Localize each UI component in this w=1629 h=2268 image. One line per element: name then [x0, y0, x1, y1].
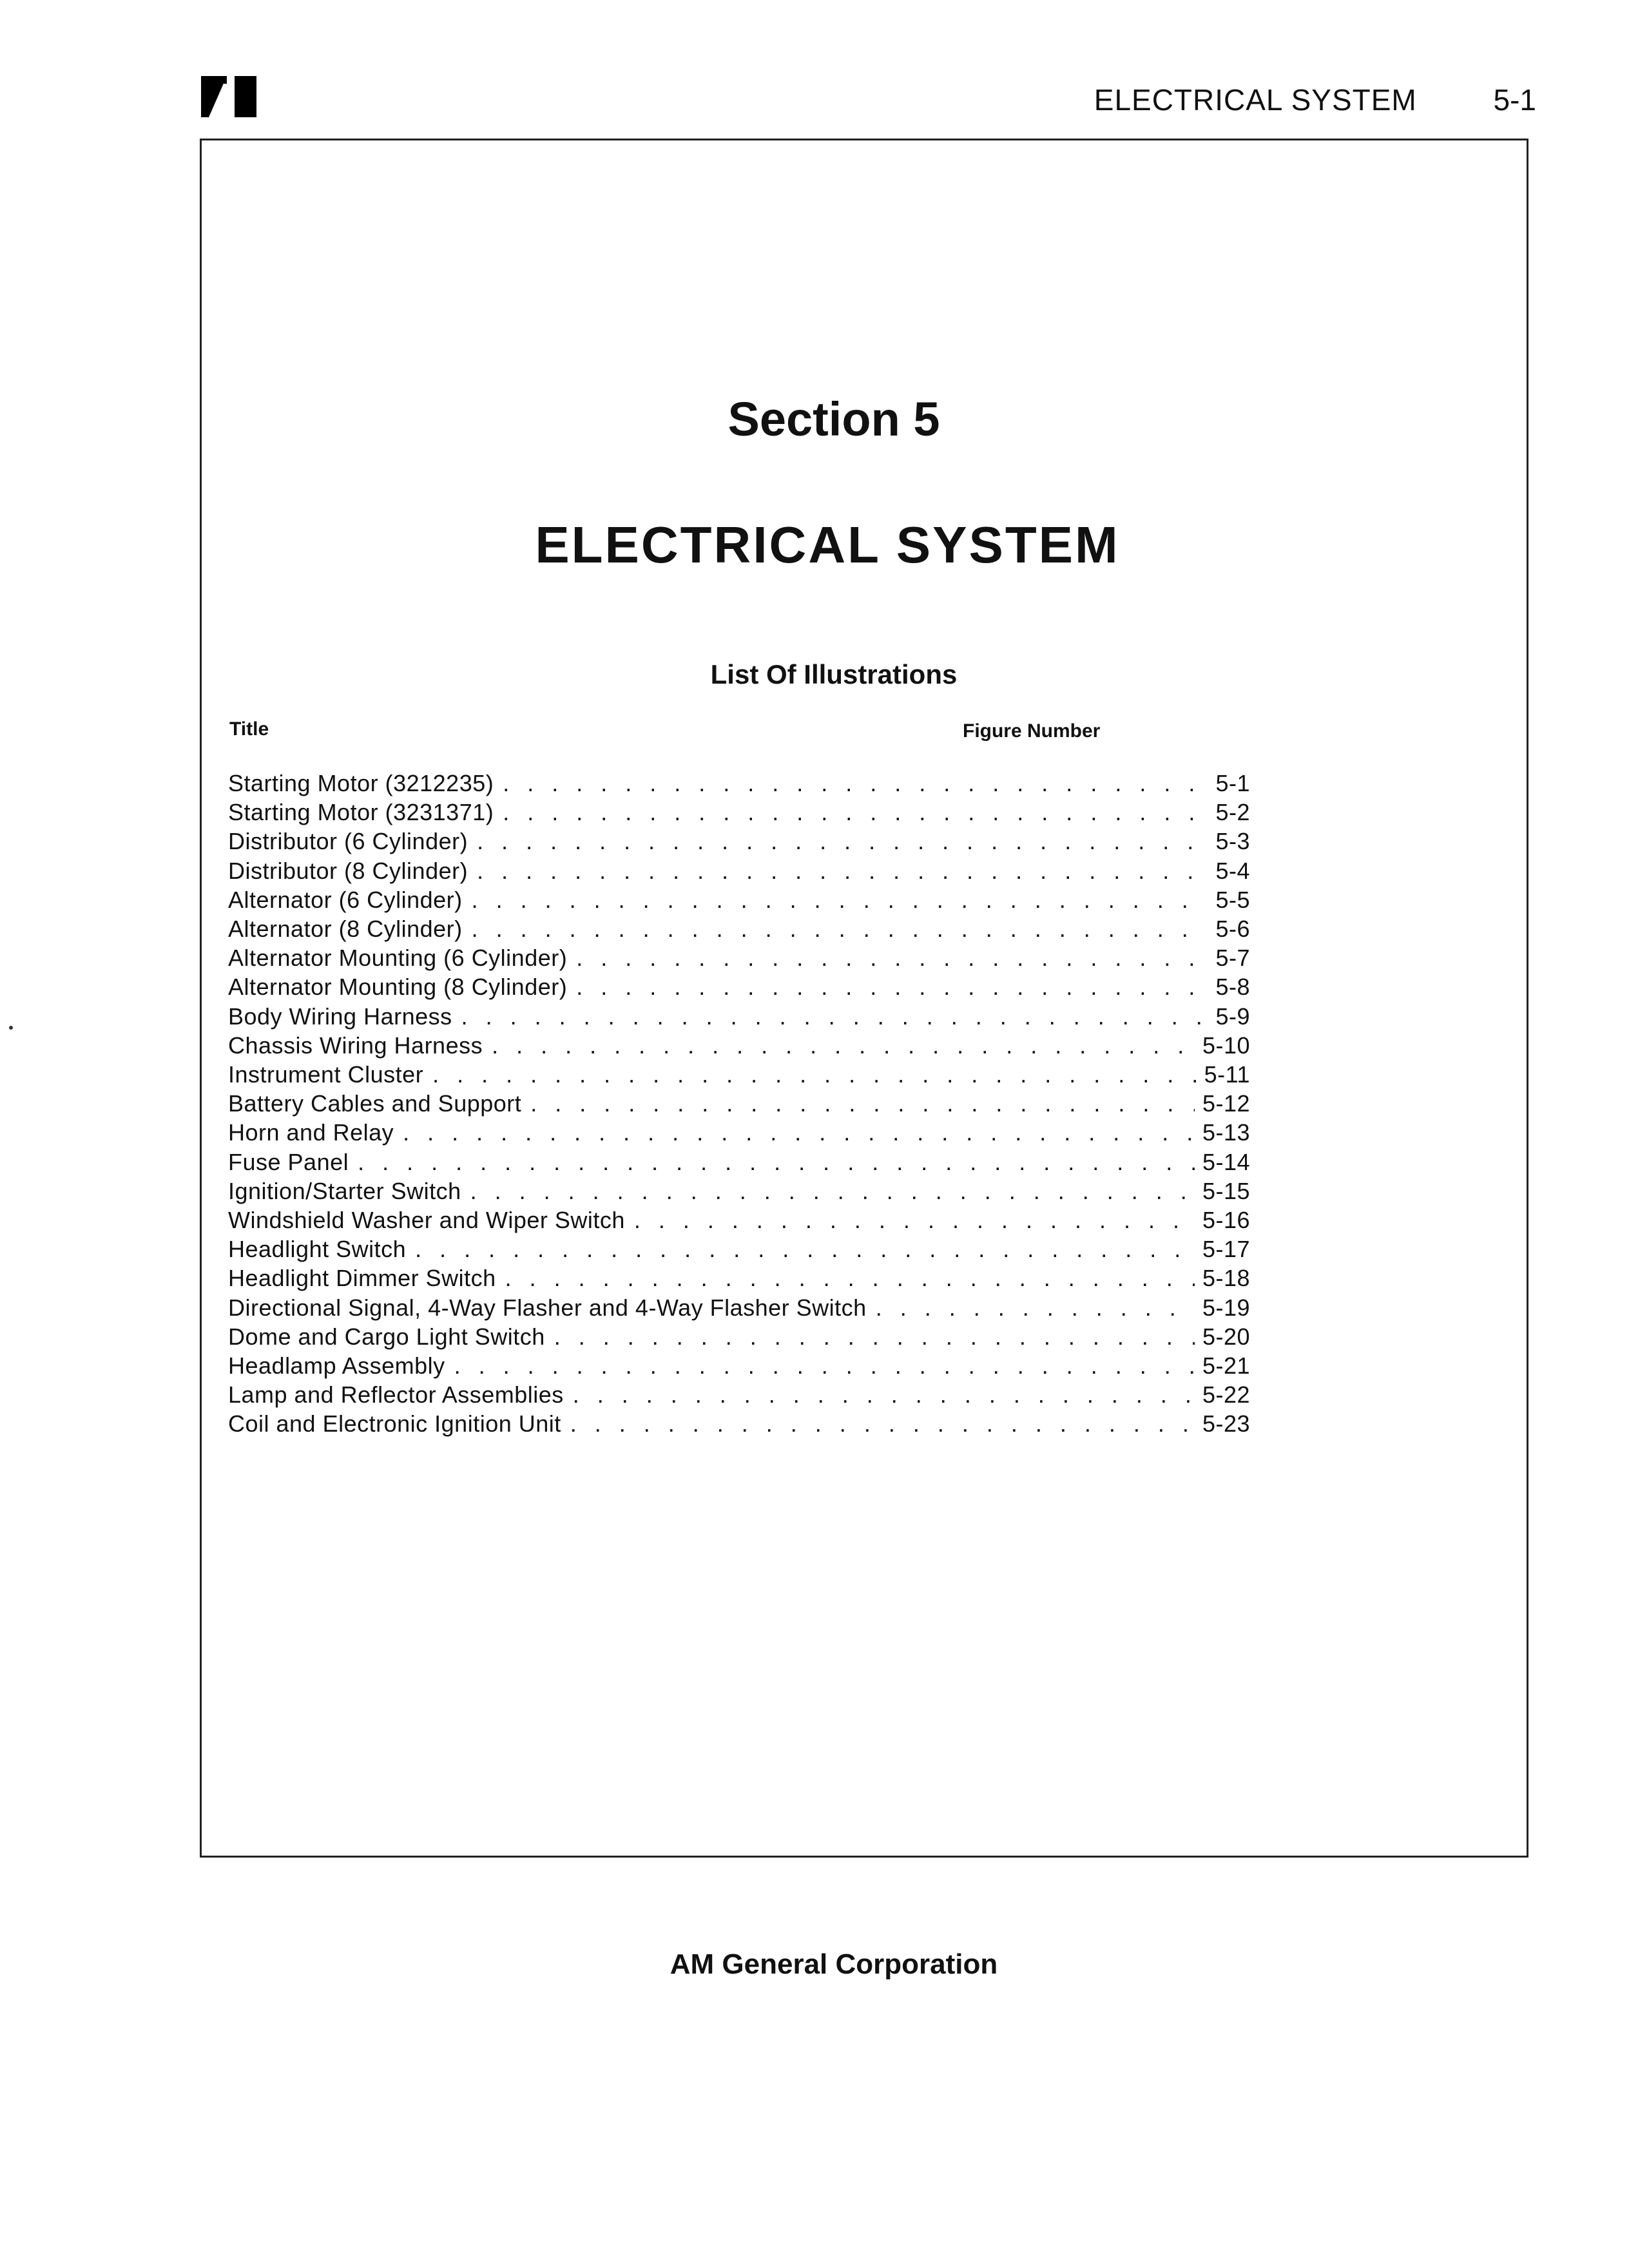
entry-figure-number: 5-12	[1202, 1090, 1250, 1117]
entry-title: Battery Cables and Support	[228, 1090, 522, 1117]
entry-title: Alternator Mounting (6 Cylinder)	[228, 945, 568, 972]
entry-title: Ignition/Starter Switch	[228, 1177, 461, 1204]
entry-figure-number: 5-3	[1215, 828, 1250, 855]
entry-figure-number: 5-11	[1204, 1061, 1250, 1088]
entry-title: Alternator (8 Cylinder)	[228, 916, 463, 943]
entry-title: Alternator Mounting (8 Cylinder)	[228, 974, 568, 1001]
entry-figure-number: 5-15	[1202, 1177, 1250, 1204]
list-item	[228, 1351, 1250, 1380]
list-item	[228, 1002, 1250, 1031]
entry-figure-number: 5-6	[1215, 916, 1250, 943]
dot-leader	[876, 1293, 1195, 1322]
list-item	[228, 943, 1250, 972]
list-item	[228, 769, 1250, 798]
dot-leader	[503, 769, 1208, 798]
list-item	[228, 1264, 1250, 1293]
entry-title: Alternator (6 Cylinder)	[228, 886, 463, 913]
entry-title: Directional Signal, 4-Way Flasher and 4-Way Flasher Switch	[228, 1294, 867, 1321]
dot-leader	[358, 1148, 1195, 1177]
entry-figure-number: 5-9	[1215, 1003, 1250, 1030]
entry-figure-number: 5-8	[1215, 974, 1250, 1001]
entry-figure-number: 5-13	[1202, 1119, 1250, 1146]
entry-title: Dome and Cargo Light Switch	[228, 1323, 545, 1350]
entry-figure-number: 5-10	[1202, 1032, 1250, 1059]
column-header-figure-number: Figure Number	[963, 720, 1101, 742]
entry-title: Body Wiring Harness	[228, 1003, 452, 1030]
header-page-number: 5-1	[1493, 83, 1536, 117]
dot-leader	[415, 1235, 1195, 1264]
entry-figure-number: 5-20	[1202, 1323, 1250, 1350]
dot-leader	[573, 1380, 1195, 1409]
main-title: ELECTRICAL SYSTEM	[535, 516, 1120, 573]
illustrations-list	[228, 769, 1250, 1439]
dot-leader	[461, 1002, 1208, 1031]
entry-title: Chassis Wiring Harness	[228, 1032, 483, 1059]
list-item	[228, 914, 1250, 943]
entry-figure-number: 5-21	[1202, 1352, 1250, 1379]
dot-leader	[576, 972, 1208, 1001]
am-general-logo-icon	[201, 76, 256, 117]
entry-title: Lamp and Reflector Assemblies	[228, 1381, 564, 1408]
header-section-title: ELECTRICAL SYSTEM	[1094, 83, 1417, 117]
list-item	[228, 1380, 1250, 1409]
entry-title: Windshield Washer and Wiper Switch	[228, 1207, 625, 1234]
dot-leader	[554, 1322, 1195, 1351]
entry-figure-number: 5-7	[1215, 945, 1250, 972]
entry-figure-number: 5-14	[1202, 1148, 1250, 1175]
list-item	[228, 1060, 1250, 1089]
list-item	[228, 856, 1250, 885]
page-header	[1094, 82, 1536, 117]
dot-leader	[472, 914, 1208, 943]
entry-title: Fuse Panel	[228, 1148, 349, 1175]
entry-title: Starting Motor (3212235)	[228, 770, 494, 796]
entry-figure-number: 5-1	[1215, 770, 1250, 796]
entry-figure-number: 5-4	[1215, 857, 1250, 884]
list-item	[228, 1177, 1250, 1206]
dot-leader	[432, 1060, 1197, 1089]
list-heading: List Of Illustrations	[710, 659, 958, 689]
entry-title: Horn and Relay	[228, 1119, 394, 1146]
list-item	[228, 1031, 1250, 1060]
footer-corporation: AM General Corporation	[670, 1948, 998, 1980]
dot-leader	[505, 1264, 1195, 1293]
list-item	[228, 885, 1250, 914]
list-item	[228, 1322, 1250, 1351]
entry-title: Distributor (8 Cylinder)	[228, 857, 468, 884]
entry-figure-number: 5-17	[1202, 1236, 1250, 1263]
dot-leader	[570, 1409, 1195, 1438]
list-item	[228, 1409, 1250, 1438]
entry-title: Headlight Dimmer Switch	[228, 1265, 496, 1292]
dot-leader	[634, 1206, 1195, 1235]
entry-title: Distributor (6 Cylinder)	[228, 828, 468, 855]
dot-leader	[470, 1177, 1195, 1206]
entry-title: Coil and Electronic Ignition Unit	[228, 1410, 561, 1437]
entry-title: Instrument Cluster	[228, 1061, 424, 1088]
dot-leader	[503, 798, 1208, 827]
list-item	[228, 827, 1250, 856]
entry-figure-number: 5-16	[1202, 1207, 1250, 1234]
entry-title: Starting Motor (3231371)	[228, 799, 494, 826]
scan-speck	[9, 1026, 13, 1030]
entry-figure-number: 5-18	[1202, 1265, 1250, 1292]
dot-leader	[477, 827, 1208, 856]
section-heading: Section 5	[728, 392, 940, 446]
list-item	[228, 1206, 1250, 1235]
column-header-title: Title	[229, 718, 269, 740]
dot-leader	[403, 1118, 1195, 1147]
entry-figure-number: 5-5	[1215, 886, 1250, 913]
list-item	[228, 1089, 1250, 1118]
list-item	[228, 1148, 1250, 1177]
entry-figure-number: 5-19	[1202, 1294, 1250, 1321]
dot-leader	[477, 856, 1208, 885]
list-item	[228, 972, 1250, 1001]
entry-figure-number: 5-2	[1215, 799, 1250, 826]
dot-leader	[576, 943, 1208, 972]
list-item	[228, 798, 1250, 827]
entry-figure-number: 5-23	[1202, 1410, 1250, 1437]
list-item	[228, 1118, 1250, 1147]
list-item	[228, 1235, 1250, 1264]
dot-leader	[492, 1031, 1195, 1060]
entry-figure-number: 5-22	[1202, 1381, 1250, 1408]
entry-title: Headlamp Assembly	[228, 1352, 445, 1379]
list-item	[228, 1293, 1250, 1322]
entry-title: Headlight Switch	[228, 1236, 407, 1263]
dot-leader	[454, 1351, 1195, 1380]
dot-leader	[530, 1089, 1195, 1118]
dot-leader	[472, 885, 1208, 914]
